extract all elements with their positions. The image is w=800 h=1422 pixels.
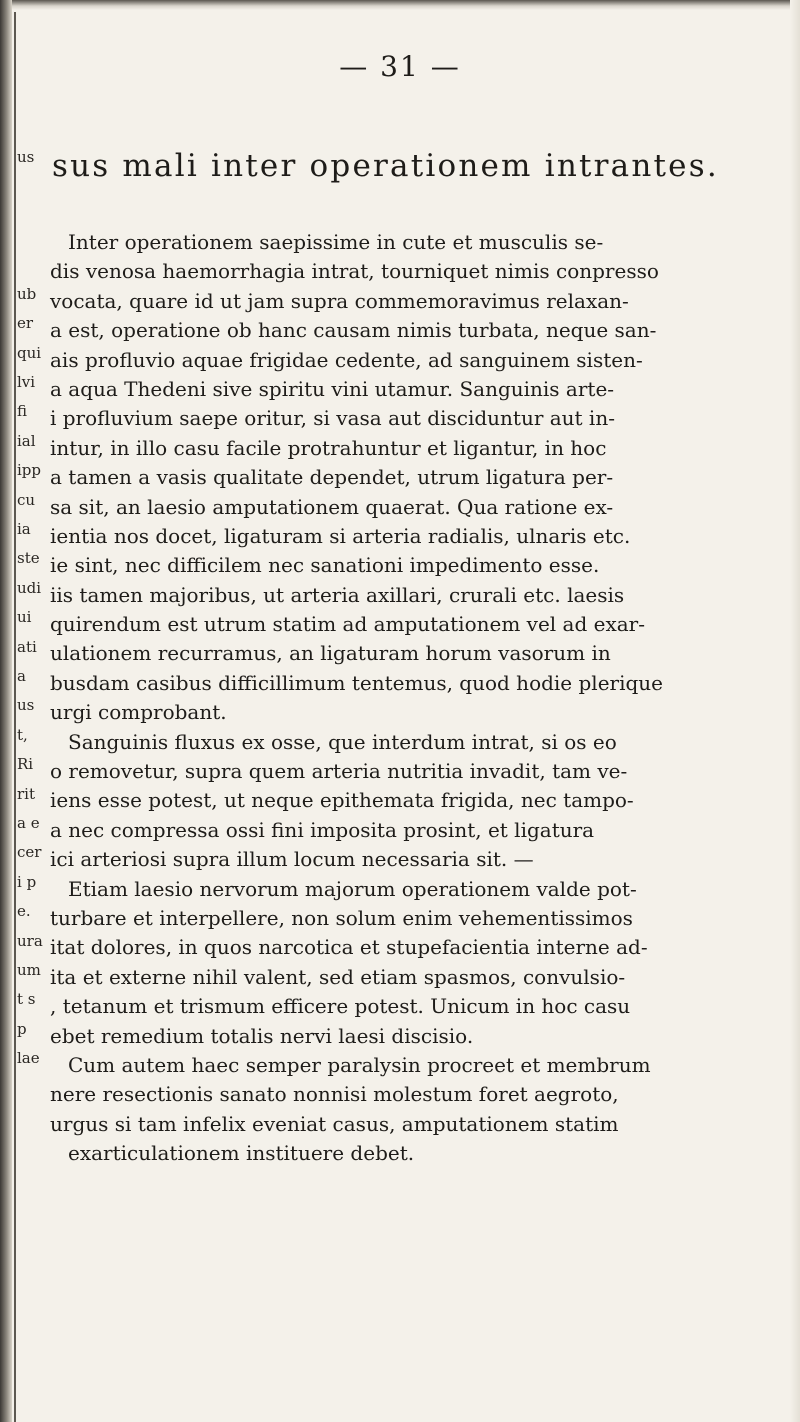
text-line: quirendum est utrum statim ad amputationem vel ad exar- [50,612,645,637]
text-line: a est, operatione ob hanc causam nimis turbata, neque san- [50,318,657,343]
text-line: dis venosa haemorrhagia intrat, tourniquet nimis conpresso [50,259,659,284]
margin-bleed-fragment: ia [17,520,31,538]
text-line: itat dolores, in quos narcotica et stupefacientia interne ad- [50,935,648,960]
text-line: sa sit, an laesio amputationem quaerat. Qua ratione ex- [50,494,614,519]
text-line: ita et externe nihil valent, sed etiam spasmos, convulsio- [50,964,626,989]
margin-bleed-fragment: a [17,667,26,685]
margin-bleed-fragment: lvi [17,373,36,391]
text-line: ientia nos docet, ligaturam si arteria radialis, ulnaris etc. [50,523,631,548]
section-heading: sus mali inter operationem intrantes. [52,148,719,184]
text-line: a tamen a vasis qualitate dependet, utrum ligatura per- [50,465,614,490]
text-line: a nec compressa ossi fini imposita prosint, et ligatura [50,817,595,842]
margin-bleed-fragment: a e [17,814,40,832]
margin-bleed-fragment: rit [17,784,35,803]
text-line: Sanguinis fluxus ex osse, que interdum intrat, si os eo [68,729,617,754]
margin-bleed-fragment: ura [17,931,43,950]
margin-bleed-fragment: p [17,1019,27,1038]
margin-bleed-fragment: um [17,961,41,979]
margin-bleed-fragment: us [17,696,35,715]
margin-bleed-fragment: ste [17,549,40,568]
margin-bleed-fragment: udi [17,578,42,597]
margin-bleed-fragment: us [17,148,35,166]
margin-bleed-fragment: Ri [17,755,34,774]
margin-bleed-fragment: fi [17,402,28,421]
margin-bleed-fragment: cer [17,843,42,862]
text-line: exarticulationem instituere debet. [68,1141,415,1166]
margin-bleed-fragment: ial [17,431,36,450]
text-line: ebet remedium totalis nervi laesi discisio. [50,1023,474,1048]
text-line: ulationem recurramus, an ligaturam horum vasorum in [50,641,611,666]
margin-bleed-fragment: i p [17,872,37,891]
margin-bleed-fragment: t, [17,725,28,744]
page-top-edge [0,0,800,10]
text-line: urgi comprobant. [50,700,227,725]
text-line: busdam casibus difficillimum tentemus, quod hodie plerique [50,670,664,695]
text-line: Inter operationem saepissime in cute et musculis se- [68,230,604,254]
text-line: Cum autem haec semper paralysin procreet et membrum [68,1052,651,1077]
text-line: vocata, quare id ut jam supra commemoravimus relaxan- [50,288,629,313]
text-line: i profluvium saepe oritur, si vasa aut disciduntur aut in- [50,406,615,431]
text-line: o removetur, supra quem arteria nutritia invadit, tam ve- [50,759,628,784]
binding-gutter [0,0,12,1422]
margin-bleed-fragment: ub [17,284,37,303]
text-line: a aqua Thedeni sive spiritu vini utamur. Sanguinis arte- [50,376,615,401]
text-line: ie sint, nec difficilem nec sanationi impedimento esse. [50,553,600,578]
text-line: , tetanum et trismum efficere potest. Unicum in hoc casu [50,994,631,1019]
text-line: Etiam laesio nervorum majorum operationem valde pot- [68,876,637,901]
text-line: ais profluvio aquae frigidae cedente, ad sanguinem sisten- [50,347,643,372]
text-line: nere resectionis sanato nonnisi molestum foret aegroto, [50,1082,619,1107]
margin-bleed-fragment: cu [17,490,36,509]
page-right-edge [790,0,800,1422]
margin-bleed-fragment: ati [17,637,37,656]
text-line: iis tamen majoribus, ut arteria axillari, crurali etc. laesis [50,582,625,607]
text-line: ici arteriosi supra illum locum necessaria sit. — [50,847,534,872]
margin-bleed-fragment: er [17,314,34,333]
text-line: turbare et interpellere, non solum enim vehementissimos [50,905,633,930]
text-line: iens esse potest, ut neque epithemata frigida, nec tampo- [50,788,634,813]
text-line: intur, in illo casu facile protrahuntur et ligantur, in hoc [50,435,607,460]
margin-bleed-fragment: t s [17,990,36,1009]
binding-line [14,12,16,1422]
margin-bleed-fragment: lae [17,1049,40,1068]
text-line: urgus si tam infelix eveniat casus, amputationem statim [50,1111,619,1136]
margin-bleed-fragment: ipp [17,461,42,480]
margin-bleed-fragment: e. [17,902,31,921]
body-text [50,228,760,1169]
margin-bleed-fragment: qui [17,343,42,362]
page-number: — 31 — [339,50,461,83]
margin-bleed-fragment: ui [17,608,32,627]
